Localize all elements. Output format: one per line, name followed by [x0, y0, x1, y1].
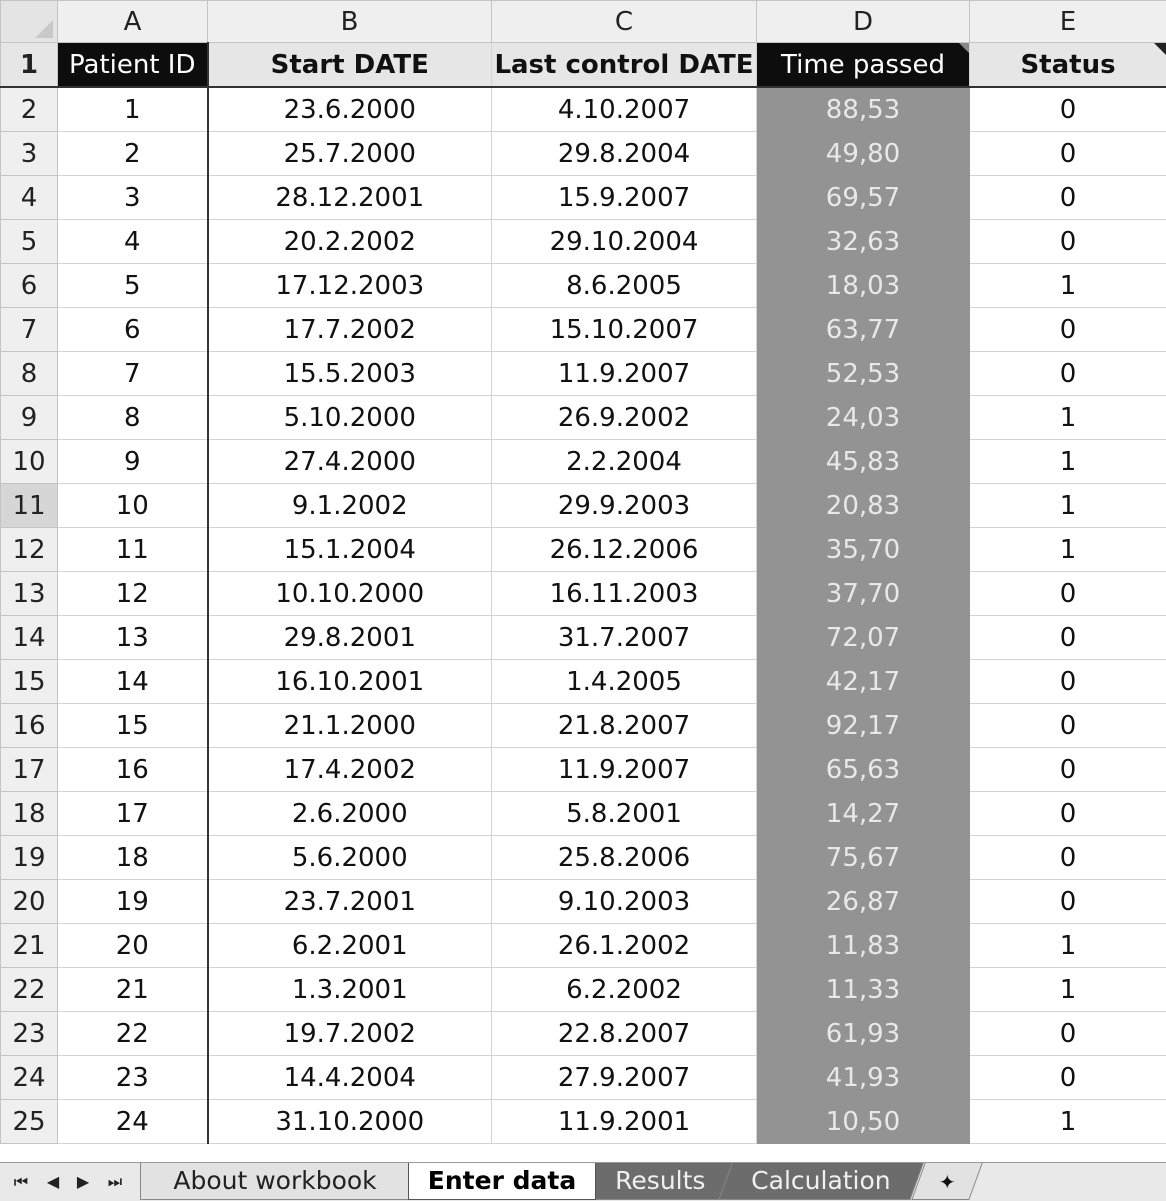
cell-patient-id[interactable]: 19	[58, 880, 208, 924]
cell-start-date[interactable]: 15.1.2004	[208, 528, 492, 572]
column-header-e[interactable]: E	[970, 1, 1166, 43]
cell-patient-id[interactable]: 22	[58, 1012, 208, 1056]
cell-time-passed[interactable]: 24,03	[757, 396, 970, 440]
cell-patient-id[interactable]: 6	[58, 308, 208, 352]
cell-status[interactable]: 0	[970, 572, 1166, 616]
cell-time-passed[interactable]: 41,93	[757, 1056, 970, 1100]
table-row	[1, 616, 1166, 660]
table-row	[1, 176, 1166, 220]
cell-patient-id[interactable]: 1	[58, 87, 208, 132]
table-row	[1, 836, 1166, 880]
table-row	[1, 1012, 1166, 1056]
cell-last-control-date[interactable]: 15.9.2007	[492, 176, 757, 220]
cell-start-date[interactable]: 2.6.2000	[208, 792, 492, 836]
tab-about-workbook[interactable]: About workbook	[140, 1163, 410, 1200]
cell-time-passed[interactable]: 69,57	[757, 176, 970, 220]
cell-start-date[interactable]: 5.6.2000	[208, 836, 492, 880]
cell-patient-id[interactable]: 9	[58, 440, 208, 484]
cell-start-date[interactable]: 28.12.2001	[208, 176, 492, 220]
column-header-a[interactable]: A	[58, 1, 208, 43]
cell-patient-id[interactable]: 12	[58, 572, 208, 616]
cell-time-passed[interactable]: 26,87	[757, 880, 970, 924]
next-sheet-icon[interactable]: ▶	[70, 1169, 96, 1195]
table-row	[1, 264, 1166, 308]
table-row	[1, 528, 1166, 572]
cell-time-passed[interactable]: 35,70	[757, 528, 970, 572]
cell-last-control-date[interactable]: 4.10.2007	[492, 87, 757, 132]
insert-sheet-icon: ✦	[938, 1164, 955, 1200]
row-header[interactable]: 14	[1, 616, 58, 660]
row-header[interactable]: 6	[1, 264, 58, 308]
tab-results-label: Results	[615, 1163, 705, 1199]
table-row	[1, 968, 1166, 1012]
cell-start-date[interactable]: 6.2.2001	[208, 924, 492, 968]
row-header[interactable]: 9	[1, 396, 58, 440]
column-header-c[interactable]: C	[492, 1, 757, 43]
cell-patient-id[interactable]: 24	[58, 1100, 208, 1144]
row-header[interactable]: 21	[1, 924, 58, 968]
table-row	[1, 748, 1166, 792]
column-header-row	[1, 1, 1166, 43]
table-row	[1, 220, 1166, 264]
cell-time-passed[interactable]: 72,07	[757, 616, 970, 660]
cell-time-passed[interactable]: 37,70	[757, 572, 970, 616]
cell-status[interactable]: 1	[970, 528, 1166, 572]
cell-start-date[interactable]: 5.10.2000	[208, 396, 492, 440]
cell-time-passed[interactable]: 75,67	[757, 836, 970, 880]
cell-last-control-date[interactable]: 1.4.2005	[492, 660, 757, 704]
cell-start-date-header[interactable]: Start DATE	[208, 43, 492, 88]
cell-status[interactable]: 1	[970, 1100, 1166, 1144]
cell-status-header[interactable]: Status	[970, 43, 1166, 88]
row-header[interactable]: 4	[1, 176, 58, 220]
table-header-row	[1, 43, 1166, 88]
cell-start-date[interactable]: 31.10.2000	[208, 1100, 492, 1144]
cell-start-date[interactable]: 17.4.2002	[208, 748, 492, 792]
tab-calculation-label: Calculation	[751, 1163, 890, 1199]
cell-time-passed[interactable]: 14,27	[757, 792, 970, 836]
cell-status[interactable]: 0	[970, 792, 1166, 836]
cell-patient-id[interactable]: 23	[58, 1056, 208, 1100]
table-row	[1, 1056, 1166, 1100]
row-header[interactable]: 19	[1, 836, 58, 880]
cell-start-date[interactable]: 25.7.2000	[208, 132, 492, 176]
cell-time-passed[interactable]: 45,83	[757, 440, 970, 484]
row-header[interactable]: 25	[1, 1100, 58, 1144]
cell-status[interactable]: 0	[970, 352, 1166, 396]
cell-patient-id[interactable]: 20	[58, 924, 208, 968]
cell-status[interactable]: 0	[970, 836, 1166, 880]
cell-start-date[interactable]: 21.1.2000	[208, 704, 492, 748]
cell-patient-id-header[interactable]: Patient ID	[58, 43, 208, 88]
prev-sheet-icon[interactable]: ◀	[40, 1169, 66, 1195]
table-row	[1, 87, 1166, 132]
row-header[interactable]: 17	[1, 748, 58, 792]
column-header-d[interactable]: D	[757, 1, 970, 43]
cell-status[interactable]: 0	[970, 660, 1166, 704]
table-row	[1, 308, 1166, 352]
cell-status[interactable]: 0	[970, 1056, 1166, 1100]
cell-patient-id[interactable]: 2	[58, 132, 208, 176]
row-header[interactable]: 23	[1, 1012, 58, 1056]
cell-last-control-date[interactable]: 5.8.2001	[492, 792, 757, 836]
cell-patient-id[interactable]: 11	[58, 528, 208, 572]
cell-status[interactable]: 1	[970, 484, 1166, 528]
table-row	[1, 880, 1166, 924]
cell-last-control-date[interactable]: 11.9.2007	[492, 748, 757, 792]
cell-patient-id[interactable]: 3	[58, 176, 208, 220]
cell-start-date[interactable]: 29.8.2001	[208, 616, 492, 660]
row-header[interactable]: 10	[1, 440, 58, 484]
cell-status[interactable]: 1	[970, 264, 1166, 308]
cell-patient-id[interactable]: 18	[58, 836, 208, 880]
cell-last-control-date[interactable]: 2.2.2004	[492, 440, 757, 484]
cell-status[interactable]: 0	[970, 176, 1166, 220]
cell-time-passed[interactable]: 63,77	[757, 308, 970, 352]
cell-patient-id[interactable]: 16	[58, 748, 208, 792]
cell-last-control-date[interactable]: 15.10.2007	[492, 308, 757, 352]
table-row	[1, 132, 1166, 176]
cell-time-passed[interactable]: 92,17	[757, 704, 970, 748]
insert-sheet-tab[interactable]	[911, 1163, 982, 1200]
cell-patient-id[interactable]: 4	[58, 220, 208, 264]
cell-start-date[interactable]: 17.12.2003	[208, 264, 492, 308]
cell-last-control-date[interactable]: 22.8.2007	[492, 1012, 757, 1056]
cell-last-control-date[interactable]: 11.9.2007	[492, 352, 757, 396]
cell-last-control-date[interactable]: 21.8.2007	[492, 704, 757, 748]
cell-last-control-date-header[interactable]: Last control DATE	[492, 43, 757, 88]
cell-patient-id[interactable]: 15	[58, 704, 208, 748]
cell-status[interactable]: 0	[970, 748, 1166, 792]
first-sheet-icon[interactable]: ⏮	[8, 1169, 34, 1195]
cell-patient-id[interactable]: 17	[58, 792, 208, 836]
cell-patient-id[interactable]: 13	[58, 616, 208, 660]
tab-results[interactable]	[581, 1163, 738, 1200]
cell-start-date[interactable]: 9.1.2002	[208, 484, 492, 528]
cell-last-control-date[interactable]: 29.10.2004	[492, 220, 757, 264]
table-row	[1, 660, 1166, 704]
cell-status[interactable]: 1	[970, 396, 1166, 440]
cell-start-date[interactable]: 27.4.2000	[208, 440, 492, 484]
cell-last-control-date[interactable]: 29.9.2003	[492, 484, 757, 528]
cell-time-passed[interactable]: 65,63	[757, 748, 970, 792]
row-header[interactable]: 20	[1, 880, 58, 924]
cell-start-date[interactable]: 10.10.2000	[208, 572, 492, 616]
cell-time-passed[interactable]: 52,53	[757, 352, 970, 396]
cell-last-control-date[interactable]: 11.9.2001	[492, 1100, 757, 1144]
table-row	[1, 792, 1166, 836]
cell-start-date[interactable]: 1.3.2001	[208, 968, 492, 1012]
cell-time-passed[interactable]: 11,83	[757, 924, 970, 968]
cell-start-date[interactable]: 23.7.2001	[208, 880, 492, 924]
cell-last-control-date[interactable]: 6.2.2002	[492, 968, 757, 1012]
cell-status[interactable]: 0	[970, 1012, 1166, 1056]
table-row	[1, 440, 1166, 484]
row-header[interactable]: 3	[1, 132, 58, 176]
cell-start-date[interactable]: 23.6.2000	[208, 87, 492, 132]
cell-start-date[interactable]: 20.2.2002	[208, 220, 492, 264]
cell-status[interactable]: 0	[970, 132, 1166, 176]
cell-status[interactable]: 0	[970, 87, 1166, 132]
cell-time-passed-header[interactable]: Time passed	[757, 43, 970, 88]
row-header[interactable]: 11	[1, 484, 58, 528]
cell-patient-id[interactable]: 21	[58, 968, 208, 1012]
row-header[interactable]: 22	[1, 968, 58, 1012]
cell-patient-id[interactable]: 5	[58, 264, 208, 308]
cell-patient-id[interactable]: 14	[58, 660, 208, 704]
cell-time-passed[interactable]: 10,50	[757, 1100, 970, 1144]
cell-last-control-date[interactable]: 26.9.2002	[492, 396, 757, 440]
row-header[interactable]: 18	[1, 792, 58, 836]
cell-status[interactable]: 1	[970, 924, 1166, 968]
tab-calculation[interactable]	[718, 1163, 923, 1200]
last-sheet-icon[interactable]: ⏭	[102, 1169, 128, 1195]
table-row	[1, 924, 1166, 968]
cell-status[interactable]: 0	[970, 308, 1166, 352]
cell-start-date[interactable]: 15.5.2003	[208, 352, 492, 396]
cell-status[interactable]: 0	[970, 616, 1166, 660]
cell-last-control-date[interactable]: 26.1.2002	[492, 924, 757, 968]
cell-last-control-date[interactable]: 8.6.2005	[492, 264, 757, 308]
cell-status[interactable]: 0	[970, 220, 1166, 264]
cell-start-date[interactable]: 19.7.2002	[208, 1012, 492, 1056]
row-header[interactable]: 8	[1, 352, 58, 396]
row-header[interactable]: 15	[1, 660, 58, 704]
tab-enter-data[interactable]: Enter data	[408, 1163, 596, 1200]
row-header[interactable]: 7	[1, 308, 58, 352]
cell-patient-id[interactable]: 7	[58, 352, 208, 396]
cell-status[interactable]: 1	[970, 968, 1166, 1012]
cell-start-date[interactable]: 16.10.2001	[208, 660, 492, 704]
cell-start-date[interactable]: 17.7.2002	[208, 308, 492, 352]
cell-time-passed[interactable]: 42,17	[757, 660, 970, 704]
cell-start-date[interactable]: 14.4.2004	[208, 1056, 492, 1100]
row-header[interactable]: 16	[1, 704, 58, 748]
table-row	[1, 1100, 1166, 1144]
cell-time-passed[interactable]: 88,53	[757, 87, 970, 132]
table-row	[1, 396, 1166, 440]
row-header[interactable]: 5	[1, 220, 58, 264]
cell-status[interactable]: 0	[970, 880, 1166, 924]
cell-last-control-date[interactable]: 26.12.2006	[492, 528, 757, 572]
cell-last-control-date[interactable]: 9.10.2003	[492, 880, 757, 924]
cell-status[interactable]: 0	[970, 704, 1166, 748]
cell-time-passed[interactable]: 61,93	[757, 1012, 970, 1056]
row-header[interactable]: 12	[1, 528, 58, 572]
cell-patient-id[interactable]: 8	[58, 396, 208, 440]
table-row	[1, 572, 1166, 616]
cell-time-passed[interactable]: 20,83	[757, 484, 970, 528]
table-row	[1, 704, 1166, 748]
cell-time-passed[interactable]: 11,33	[757, 968, 970, 1012]
cell-last-control-date[interactable]: 31.7.2007	[492, 616, 757, 660]
cell-time-passed[interactable]: 49,80	[757, 132, 970, 176]
sheet-tab-bar	[0, 1162, 1166, 1201]
row-header[interactable]: 24	[1, 1056, 58, 1100]
table-row	[1, 352, 1166, 396]
row-header[interactable]: 2	[1, 87, 58, 132]
column-header-b[interactable]: B	[208, 1, 492, 43]
cell-time-passed[interactable]: 32,63	[757, 220, 970, 264]
select-all-corner[interactable]	[1, 1, 58, 43]
cell-last-control-date[interactable]: 27.9.2007	[492, 1056, 757, 1100]
cell-patient-id[interactable]: 10	[58, 484, 208, 528]
cell-time-passed[interactable]: 18,03	[757, 264, 970, 308]
cell-last-control-date[interactable]: 29.8.2004	[492, 132, 757, 176]
cell-last-control-date[interactable]: 25.8.2006	[492, 836, 757, 880]
row-header[interactable]: 1	[1, 43, 58, 88]
cell-last-control-date[interactable]: 16.11.2003	[492, 572, 757, 616]
row-header[interactable]: 13	[1, 572, 58, 616]
cell-status[interactable]: 1	[970, 440, 1166, 484]
table-row	[1, 484, 1166, 528]
